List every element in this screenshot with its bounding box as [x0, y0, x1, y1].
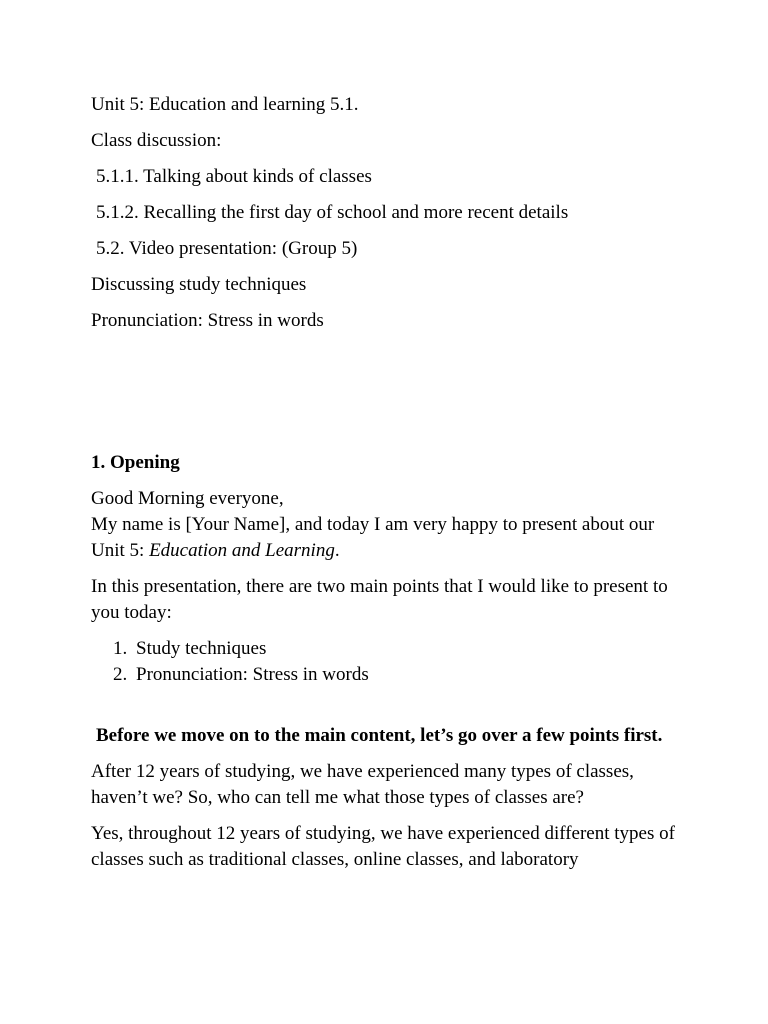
opening-section	[91, 450, 681, 688]
opening-intro-paragraph	[91, 486, 681, 564]
spacer	[91, 688, 681, 723]
list-item	[113, 636, 681, 662]
agenda-line-unit: Unit 5: Education and learning 5.1.	[91, 94, 359, 115]
preview-heading: Before we move on to the main content, let’s go over a few points first.	[96, 725, 663, 746]
greeting-text: Good Morning everyone,	[91, 488, 284, 509]
opening-heading: 1. Opening	[91, 452, 180, 473]
list-item-text: Pronunciation: Stress in words	[136, 664, 369, 685]
agenda-line-study-techniques: Discussing study techniques	[91, 274, 307, 295]
intro-prefix: My name is [Your Name], and today I am very happy to present about our Unit 5:	[91, 514, 655, 561]
agenda-line-5-1-1: 5.1.1. Talking about kinds of classes	[96, 166, 372, 187]
points-list	[91, 636, 681, 688]
points-intro-paragraph: In this presentation, there are two main points that I would like to present to you today:	[91, 576, 668, 623]
list-item	[113, 662, 681, 688]
intro-suffix: .	[334, 540, 340, 561]
agenda-section	[91, 92, 681, 334]
agenda-line-pronunciation: Pronunciation: Stress in words	[91, 310, 324, 331]
preview-section	[91, 723, 681, 873]
intro-title: Education and Learning	[149, 540, 335, 561]
spacer	[91, 344, 681, 450]
agenda-line-5-1-2: 5.1.2. Recalling the first day of school and more recent details	[96, 202, 569, 223]
agenda-line-5-2: 5.2. Video presentation: (Group 5)	[96, 238, 358, 259]
list-item-number: 2.	[113, 664, 128, 685]
list-item-number: 1.	[113, 638, 128, 659]
document-page	[91, 92, 681, 883]
preview-paragraph-1: After 12 years of studying, we have experienced many types of classes, haven’t we? So, who can tell me what those types of classes are?	[91, 761, 634, 808]
preview-paragraph-2: Yes, throughout 12 years of studying, we have experienced different types of classes such as traditional classes, online classes, and laboratory	[91, 823, 675, 870]
agenda-line-class-discussion: Class discussion:	[91, 130, 222, 151]
list-item-text: Study techniques	[136, 638, 267, 659]
